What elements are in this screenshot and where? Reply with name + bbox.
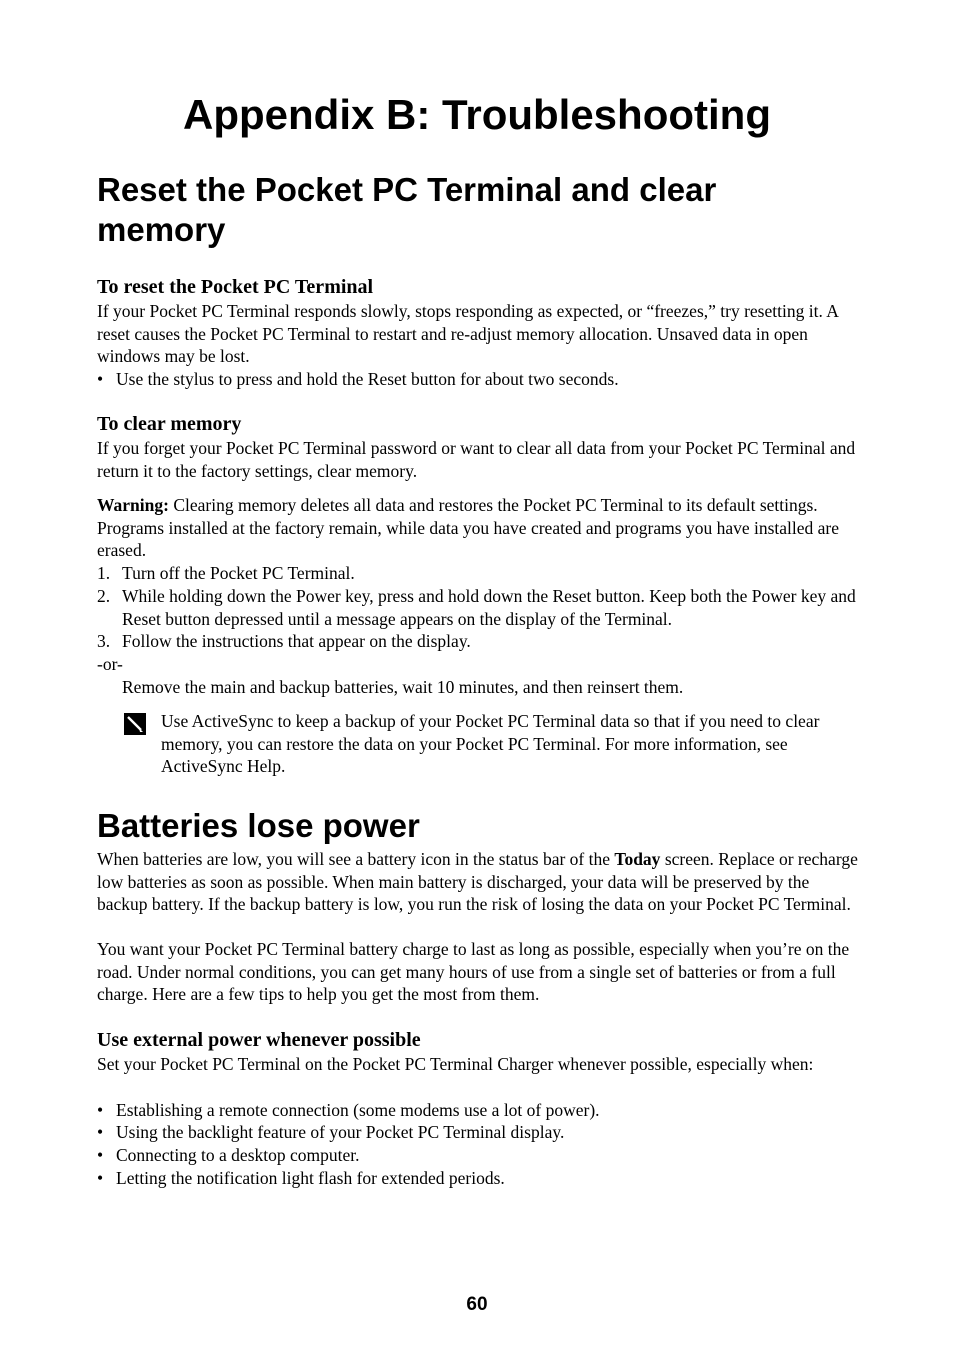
step-text: While holding down the Power key, press and hold down the Reset button. Keep both the Power key and Reset button depressed until a message appears on the display of the Terminal.	[122, 586, 856, 629]
warning-label: Warning:	[97, 495, 169, 515]
note-text: Use ActiveSync to keep a backup of your Pocket PC Terminal data so that if you need to clear memory, you can restore the data on your Pocket PC Terminal. For more information, see ActiveSync Help.	[161, 711, 820, 777]
external-power-paragraph: Set your Pocket PC Terminal on the Pocket PC Terminal Charger whenever possible, especially when:	[97, 1054, 814, 1074]
subheading-external-power: Use external power whenever possible	[97, 1029, 421, 1051]
clear-memory-paragraph: If you forget your Pocket PC Terminal password or want to clear all data from your Pocket PC Terminal and return it to the factory settings, clear memory.	[97, 438, 856, 481]
step-number: 3.	[97, 631, 111, 651]
alternative-step: Remove the main and backup batteries, wait 10 minutes, and then reinsert them.	[122, 677, 684, 697]
subheading-reset-terminal: To reset the Pocket PC Terminal	[97, 276, 374, 298]
bullet-icon: •	[97, 369, 104, 389]
bullet-icon: •	[97, 1145, 104, 1165]
note-pencil-icon	[124, 713, 146, 735]
warning-text: Clearing memory deletes all data and restores the Pocket PC Terminal to its default settings. Programs installed at the factory remain, while data you have created and programs you have installed are erased.	[97, 495, 840, 561]
warning-paragraph	[97, 494, 859, 562]
section-heading-reset-line2: memory	[97, 211, 226, 248]
list-item-text: Using the backlight feature of your Pocket PC Terminal display.	[116, 1122, 565, 1142]
page-number: 60	[466, 1294, 488, 1315]
step-text: Turn off the Pocket PC Terminal.	[122, 563, 355, 583]
batteries-p1-after: screen. Replace or recharge low batteries as soon as possible. When main battery is discharged, your data will be preserved by the backup battery. If the backup battery is low, you run the risk of losing the data on your Pocket PC Terminal.	[97, 849, 858, 915]
section-heading-reset-line1: Reset the Pocket PC Terminal and clear	[97, 171, 717, 208]
or-separator: -or-	[97, 654, 123, 674]
batteries-p1-before: When batteries are low, you will see a battery icon in the status bar of the	[97, 849, 615, 869]
reset-paragraph: If your Pocket PC Terminal responds slowly, stops responding as expected, or “freezes,” try resetting it. A reset causes the Pocket PC Terminal to restart and re-adjust memory allocation. Unsaved data in open windows may be lost.	[97, 301, 838, 367]
subheading-clear-memory: To clear memory	[97, 413, 242, 435]
today-label: Today	[614, 849, 661, 869]
step-number: 1.	[97, 563, 111, 583]
list-item-text: Establishing a remote connection (some modems use a lot of power).	[116, 1100, 600, 1120]
step-number: 2.	[97, 586, 111, 606]
section-heading-reset	[97, 170, 857, 250]
batteries-paragraph-2: You want your Pocket PC Terminal battery charge to last as long as possible, especially when you’re on the road. Under normal conditions, you can get many hours of use from a single set of batteries or from a full charge. Here are a few tips to help you get the most from them.	[97, 939, 850, 1005]
page-title: Appendix B: Troubleshooting	[183, 91, 771, 138]
section-heading-batteries: Batteries lose power	[97, 807, 420, 844]
bullet-icon: •	[97, 1122, 104, 1142]
bullet-icon: •	[97, 1168, 104, 1188]
batteries-paragraph-1	[97, 848, 859, 916]
list-item-text: Letting the notification light flash for extended periods.	[116, 1168, 505, 1188]
list-item-text: Connecting to a desktop computer.	[116, 1145, 360, 1165]
bullet-icon: •	[97, 1100, 104, 1120]
reset-bullet-text: Use the stylus to press and hold the Reset button for about two seconds.	[116, 369, 619, 389]
step-text: Follow the instructions that appear on the display.	[122, 631, 471, 651]
